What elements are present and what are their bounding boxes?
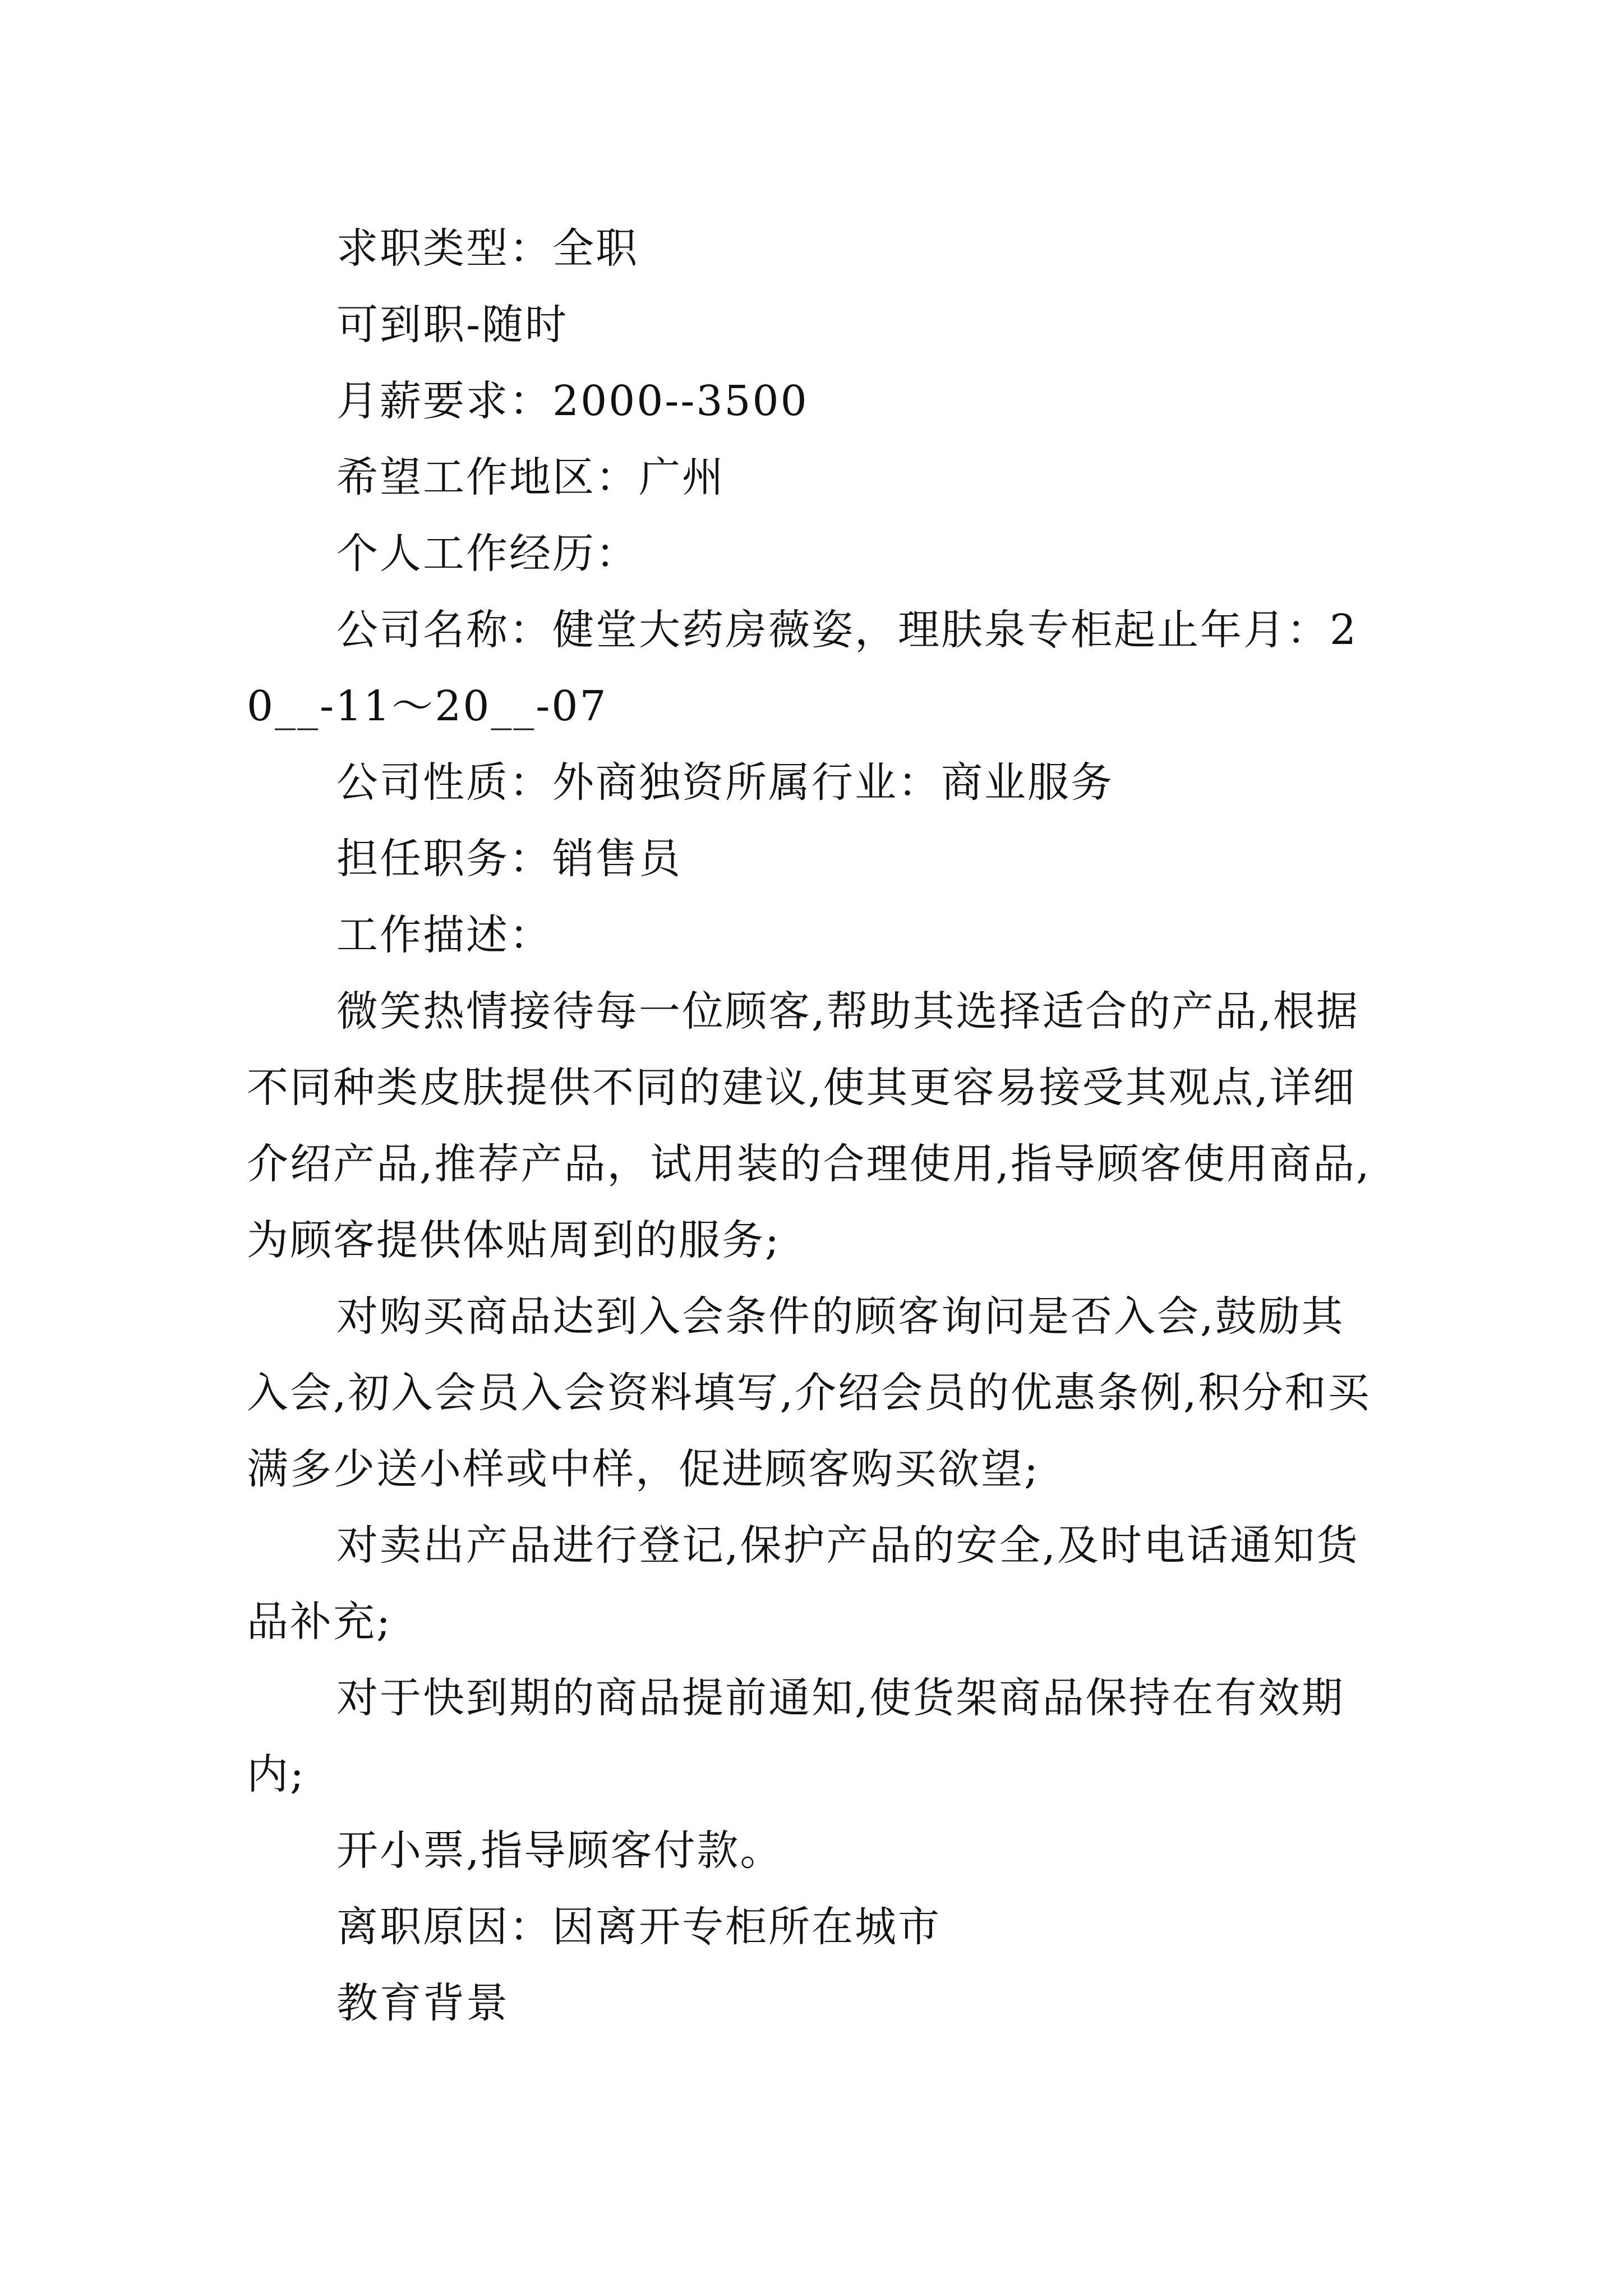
document-body (247, 210, 1385, 2041)
availability-line: 可到职-随时 (336, 301, 569, 349)
job-description-heading: 工作描述： (336, 911, 552, 959)
salary-line: 月薪要求：2000--3500 (336, 377, 809, 425)
description-paragraph: 开小票,指导顾客付款。 (336, 1826, 783, 1875)
description-paragraph: 对卖出产品进行登记,保护产品的安全,及时电话通知货品补充; (247, 1521, 1360, 1646)
location-line: 希望工作地区：广州 (336, 453, 725, 501)
work-history-heading: 个人工作经历： (336, 530, 639, 578)
job-type-line: 求职类型：全职 (336, 224, 639, 273)
description-paragraph: 对购买商品达到入会条件的顾客询问是否入会,鼓励其入会,初入会员入会资料填写,介绍会员的优惠条例,积分和买满多少送小样或中样，促进顾客购买欲望; (247, 1292, 1371, 1493)
company-type-line: 公司性质：外商独资所属行业：商业服务 (336, 758, 1114, 807)
position-line: 担任职务：销售员 (336, 835, 682, 883)
description-paragraph: 微笑热情接待每一位顾客,帮助其选择适合的产品,根据不同种类皮肤提供不同的建议,使其更容易接受其观点,详细介绍产品,推荐产品，试用装的合理使用,指导顾客使用商品,为顾客提供体贴周到的服务; (247, 987, 1371, 1264)
leaving-reason-line: 离职原因：因离开专柜所在城市 (336, 1903, 941, 1951)
company-name-line: 公司名称：健堂大药房薇姿，理肤泉专柜起止年月：20__-11～20__-07 (247, 606, 1358, 730)
description-paragraph: 对于快到期的商品提前通知,使货架商品保持在有效期内; (247, 1674, 1345, 1798)
education-heading: 教育背景 (336, 1979, 509, 2027)
